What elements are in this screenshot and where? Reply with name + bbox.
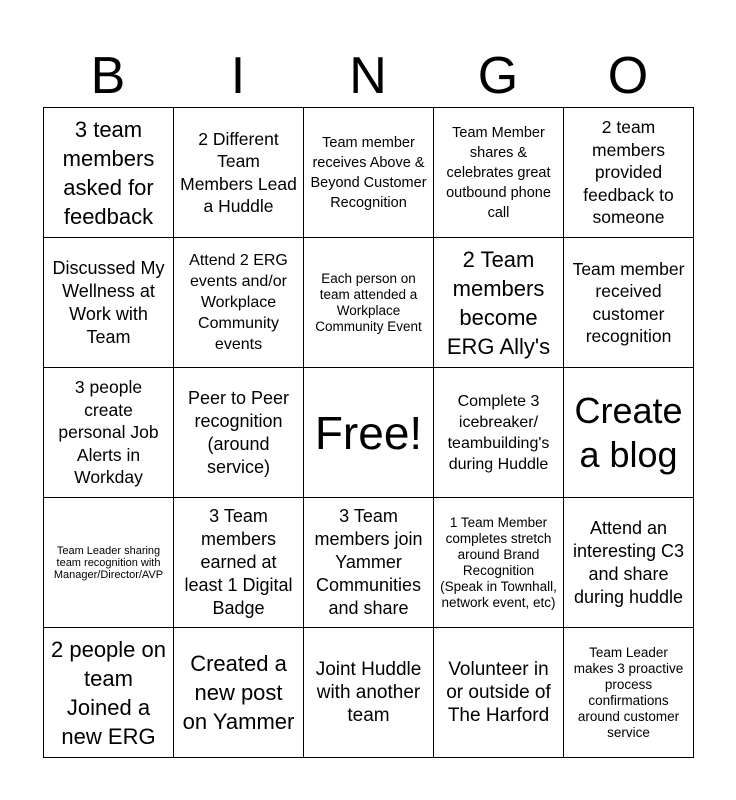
cell-text: 2 people on team Joined a new ERG (51, 636, 166, 749)
bingo-cell[interactable] (174, 498, 304, 628)
bingo-cell[interactable] (174, 108, 304, 238)
bingo-cell[interactable] (44, 368, 174, 498)
bingo-cell[interactable] (174, 368, 304, 498)
bingo-cell[interactable] (434, 238, 564, 368)
bingo-cell[interactable] (564, 238, 694, 368)
header-letter-n: N (349, 47, 387, 105)
header-letter-o: O (607, 47, 649, 105)
cell-text: Attend an interesting C3 and share during huddle (572, 517, 685, 607)
bingo-cell[interactable] (304, 498, 434, 628)
header-letter-g: G (477, 47, 519, 105)
bingo-cell[interactable] (564, 628, 694, 758)
bingo-cell[interactable] (434, 498, 564, 628)
cell-text: Free! (314, 406, 423, 459)
cell-text: 2 team members provided feedback to someone (583, 117, 674, 228)
cell-text: Team Leader makes 3 proactive process confirmations around customer service (573, 644, 684, 740)
cell-text: Discussed My Wellness at Work with Team (52, 257, 165, 347)
bingo-cell[interactable] (304, 108, 434, 238)
bingo-cell[interactable] (44, 628, 174, 758)
cell-text: Team Member shares & celebrates great outbound phone call (446, 124, 551, 221)
cell-text: Team member receives Above & Beyond Customer Recognition (310, 134, 427, 211)
cell-text: Volunteer in or outside of The Harford (446, 659, 551, 726)
free-space[interactable] (304, 368, 434, 498)
cell-text: Team Leader sharing team recognition with Manager/Director/AVP (53, 544, 164, 581)
bingo-cell[interactable] (44, 108, 174, 238)
bingo-cell[interactable] (304, 628, 434, 758)
cell-text: 2 Team members become ERG Ally's (446, 246, 551, 359)
cell-text: Peer to Peer recognition (around service) (187, 387, 290, 477)
bingo-board (43, 107, 694, 758)
cell-text: 3 people create personal Job Alerts in Workday (58, 377, 159, 488)
bingo-cell[interactable] (434, 628, 564, 758)
bingo-cell[interactable] (564, 108, 694, 238)
cell-text: Attend 2 ERG events and/or Workplace Community events (189, 252, 288, 353)
bingo-header (43, 48, 693, 104)
bingo-cell[interactable] (564, 498, 694, 628)
cell-text: Complete 3 icebreaker/ teambuilding's during Huddle (447, 392, 550, 473)
bingo-cell[interactable] (434, 368, 564, 498)
cell-text: 2 Different Team Members Lead a Huddle (180, 128, 297, 216)
bingo-cell[interactable] (44, 498, 174, 628)
bingo-cell[interactable] (174, 238, 304, 368)
header-letter-b: B (90, 47, 126, 105)
cell-text: 3 team members asked for feedback (62, 116, 155, 229)
bingo-cell[interactable] (44, 238, 174, 368)
cell-text: Joint Huddle with another team (315, 659, 422, 726)
cell-text: Each person on team attended a Workplace Community Event (315, 270, 422, 334)
cell-text: Created a new post on Yammer (182, 651, 295, 734)
bingo-cell[interactable] (304, 238, 434, 368)
cell-text: Create a blog (574, 389, 683, 475)
cell-text: 3 Team members join Yammer Communities and share (314, 506, 423, 618)
bingo-cell[interactable] (434, 108, 564, 238)
header-letter-i: I (230, 47, 246, 105)
cell-text: 1 Team Member completes stretch around Brand Recognition (Speak in Townhall, network event, etc) (440, 514, 557, 610)
cell-text: Team member received customer recognition (572, 258, 685, 346)
cell-text: 3 Team members earned at least 1 Digital Badge (184, 506, 293, 618)
bingo-cell[interactable] (564, 368, 694, 498)
bingo-cell[interactable] (174, 628, 304, 758)
